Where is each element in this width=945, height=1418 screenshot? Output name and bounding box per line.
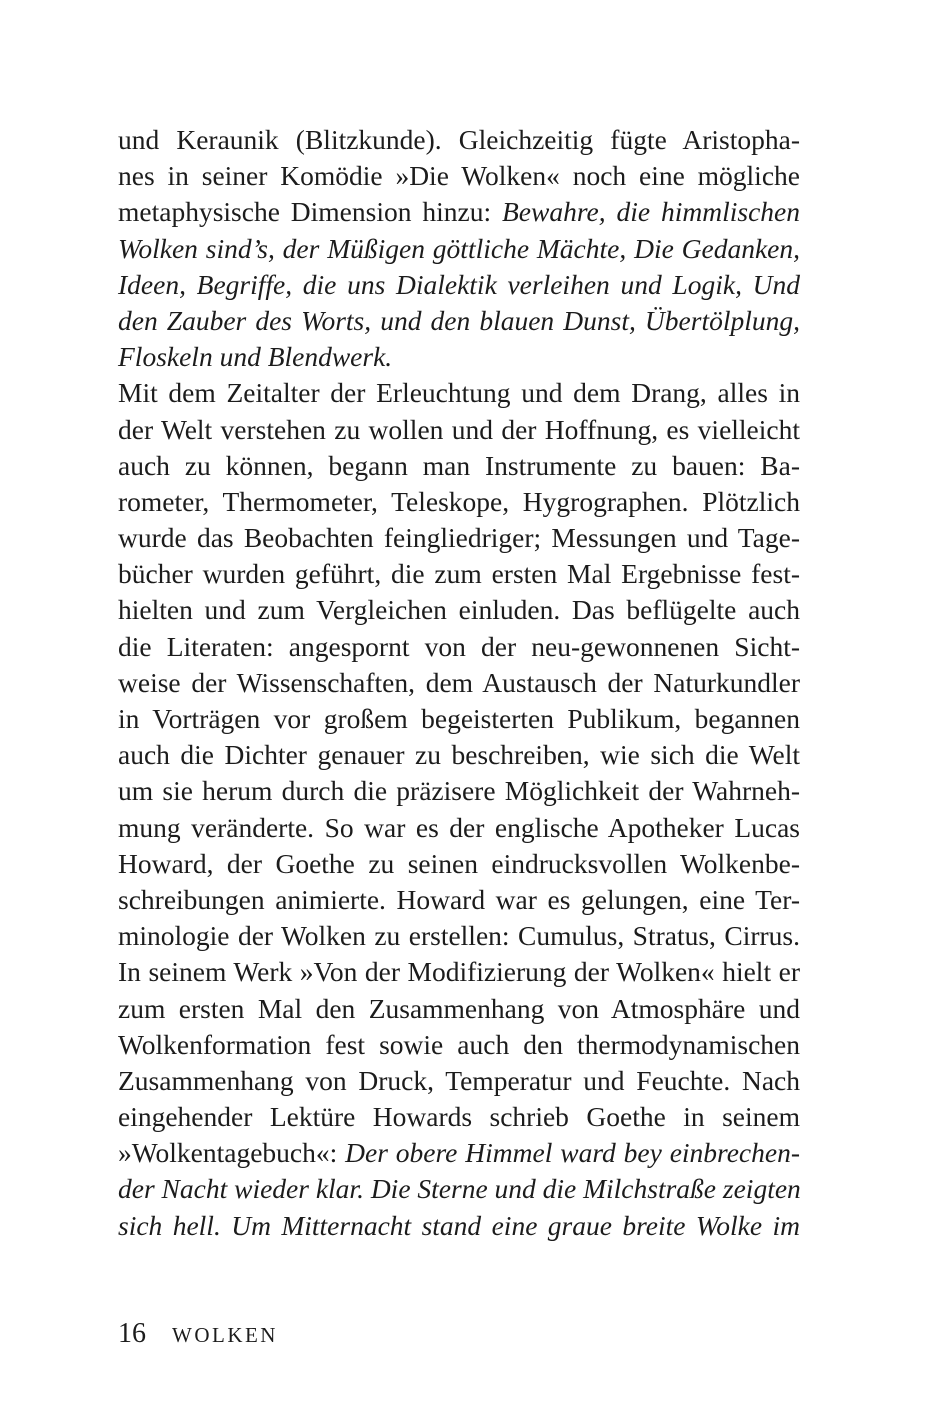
text-segment: rometer, Thermometer, Teleskope, Hygrographen. Plötzlich <box>118 485 800 517</box>
text-segment: hielten und zum Vergleichen einluden. Das beflügelte auch <box>118 594 800 626</box>
text-line <box>118 918 800 954</box>
text-line <box>118 991 800 1027</box>
text-segment: weise der Wissenschaften, dem Austausch der Naturkundler <box>118 666 800 698</box>
text-line <box>118 303 800 339</box>
text-line <box>118 375 800 411</box>
text-segment: die Literaten: angespornt von der neu-gewonnenen Sicht- <box>118 630 800 662</box>
italic-quote-segment: Der obere Himmel ward bey einbrechen- <box>345 1137 800 1169</box>
text-line <box>118 882 800 918</box>
text-segment: und Keraunik (Blitzkunde). Gleichzeitig fügte Aristopha- <box>118 124 800 155</box>
italic-quote-segment: Wolken sind’s, der Müßigen göttliche Mächte, Die Gedanken, <box>118 232 800 264</box>
text-line <box>118 484 800 520</box>
text-line <box>118 194 800 230</box>
italic-quote-segment: sich hell. Um Mitternacht stand eine graue breite Wolke im <box>118 1209 800 1241</box>
text-segment: metaphysische Dimension hinzu: <box>118 196 502 228</box>
text-segment: bücher wurden geführt, die zum ersten Mal Ergebnisse fest- <box>118 558 800 590</box>
text-segment: um sie herum durch die präzisere Möglichkeit der Wahrneh- <box>118 775 800 807</box>
text-segment: In seinem Werk »Von der Modifizierung der Wolken« hielt er <box>118 956 800 988</box>
text-segment: auch die Dichter genauer zu beschreiben, wie sich die Welt <box>118 739 800 771</box>
text-segment: minologie der Wolken zu erstellen: Cumulus, Stratus, Cirrus. <box>118 920 800 952</box>
text-segment: eingehender Lektüre Howards schrieb Goethe in seinem <box>118 1101 800 1133</box>
text-line <box>118 665 800 701</box>
text-line <box>118 1099 800 1135</box>
text-line <box>118 158 800 194</box>
text-segment: wurde das Beobachten feingliedriger; Messungen und Tage- <box>118 522 800 554</box>
text-line <box>118 448 800 484</box>
text-line <box>118 737 800 773</box>
text-line <box>118 1208 800 1244</box>
text-segment: schreibungen animierte. Howard war es gelungen, eine Ter- <box>118 883 800 915</box>
text-segment: mung veränderte. So war es der englische Apotheker Lucas <box>118 811 800 843</box>
italic-quote-segment: den Zauber des Worts, und den blauen Dunst, Übertölplung, <box>118 304 800 336</box>
text-segment: in Vorträgen vor großem begeisterten Publikum, begannen <box>118 703 800 734</box>
text-line <box>118 520 800 556</box>
body-text <box>118 122 800 1244</box>
text-segment: zum ersten Mal den Zusammenhang von Atmosphäre und <box>118 992 800 1024</box>
text-line <box>118 1027 800 1063</box>
text-line <box>118 231 800 267</box>
italic-quote-segment: der Nacht wieder klar. Die Sterne und die Milchstraße zeigten <box>118 1173 801 1205</box>
text-line <box>118 846 800 882</box>
text-line <box>118 556 800 592</box>
text-line <box>118 267 800 303</box>
text-line <box>118 629 800 665</box>
page-footer <box>118 1318 278 1350</box>
page-number: 16 <box>118 1318 146 1349</box>
text-segment: Howard, der Goethe zu seinen eindrucksvollen Wolkenbe- <box>118 847 800 879</box>
text-segment: nes in seiner Komödie »Die Wolken« noch eine mögliche <box>118 160 800 192</box>
text-line <box>118 339 800 375</box>
text-line <box>118 810 800 846</box>
text-segment: auch zu können, begann man Instrumente zu bauen: Ba- <box>118 449 800 481</box>
text-segment: Zusammenhang von Druck, Temperatur und Feuchte. Nach <box>118 1064 800 1096</box>
text-line <box>118 701 800 737</box>
text-line <box>118 954 800 990</box>
text-segment: »Wolkentagebuch«: <box>118 1137 346 1169</box>
running-head: WOLKEN <box>172 1323 278 1347</box>
text-line <box>118 592 800 628</box>
text-segment: der Welt verstehen zu wollen und der Hoffnung, es vielleicht <box>118 413 800 445</box>
text-line <box>118 1171 800 1207</box>
italic-quote-segment: Ideen, Begriffe, die uns Dialektik verleihen und Logik, Und <box>118 268 800 300</box>
text-line <box>118 122 800 158</box>
text-segment: Wolkenformation fest sowie auch den thermodynamischen <box>118 1028 800 1060</box>
text-segment: Mit dem Zeitalter der Erleuchtung und dem Drang, alles in <box>118 377 800 409</box>
text-line <box>118 1135 800 1171</box>
italic-quote-segment: Floskeln und Blendwerk. <box>118 341 393 373</box>
text-line <box>118 1063 800 1099</box>
text-line <box>118 412 800 448</box>
italic-quote-segment: Bewahre, die himmlischen <box>502 196 800 228</box>
text-line <box>118 773 800 809</box>
